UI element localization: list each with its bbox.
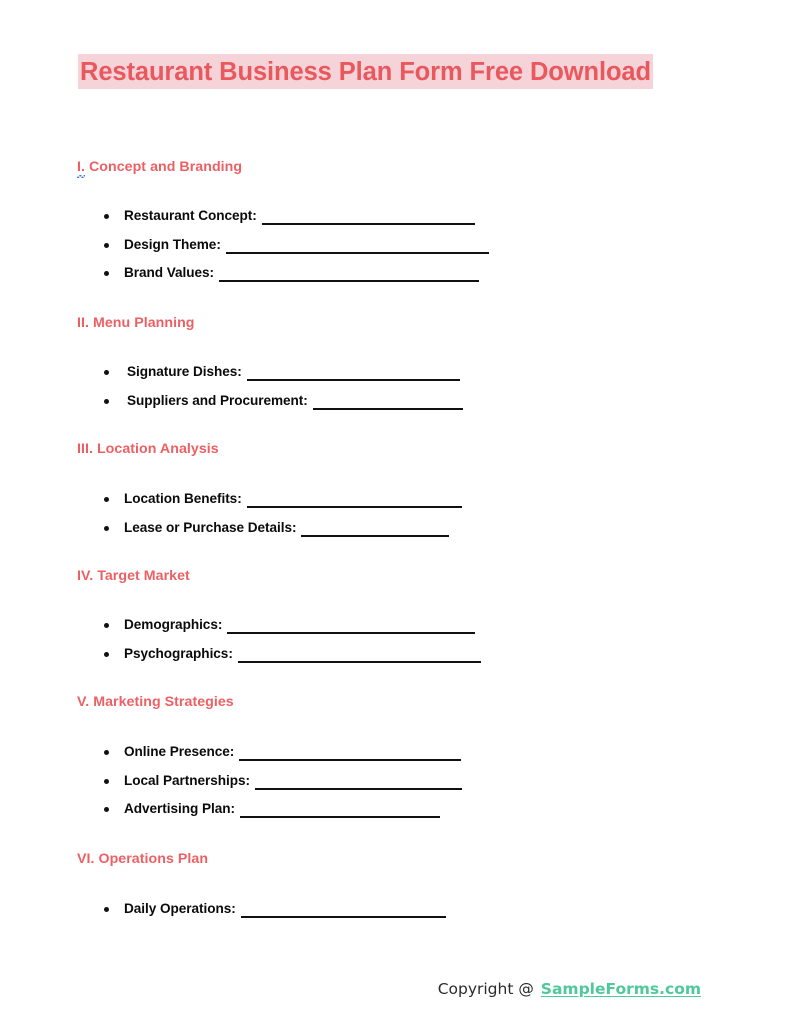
bullet-icon (104, 497, 109, 502)
field-label: Signature Dishes: (127, 364, 242, 379)
section-heading (77, 694, 234, 710)
form-field-row (104, 772, 462, 790)
form-field-row (104, 800, 440, 818)
field-label: Daily Operations: (124, 901, 236, 916)
fill-in-blank-line[interactable] (240, 803, 440, 818)
bullet-icon (104, 652, 109, 657)
fill-in-blank-line[interactable] (238, 648, 481, 663)
section-heading (77, 851, 208, 867)
section-heading-text: Location Analysis (92, 441, 219, 457)
footer (0, 980, 787, 998)
page-title-text: Restaurant Business Plan Form Free Download (78, 54, 653, 89)
section-heading-text: Target Market (93, 568, 190, 584)
section-numeral: IV. (77, 568, 94, 584)
fill-in-blank-line[interactable] (219, 267, 479, 282)
bullet-icon (104, 370, 109, 375)
form-field-row (104, 264, 479, 282)
sampleforms-link[interactable]: SampleForms.com (540, 980, 701, 998)
field-label: Online Presence: (124, 744, 235, 759)
form-field-row (104, 207, 475, 225)
bullet-icon (104, 243, 109, 248)
field-label: Location Benefits: (124, 491, 242, 506)
section-heading (77, 159, 242, 175)
field-label: Design Theme: (124, 236, 221, 252)
field-label: Brand Values: (124, 265, 215, 280)
fill-in-blank-line[interactable] (226, 239, 489, 254)
fill-in-blank-line[interactable] (262, 210, 475, 225)
section-heading-text: Marketing Strategies (89, 694, 234, 710)
form-field-row (104, 490, 462, 508)
form-field-row (104, 236, 489, 254)
field-label: Lease or Purchase Details: (124, 519, 297, 535)
page-title (78, 56, 747, 89)
fill-in-blank-line[interactable] (241, 903, 446, 918)
section-numeral: I. (77, 159, 85, 175)
section-heading-text: Menu Planning (88, 315, 195, 331)
section-numeral: III. (77, 441, 93, 457)
fill-in-blank-line[interactable] (301, 522, 449, 537)
fill-in-blank-line[interactable] (255, 775, 462, 790)
field-label: Suppliers and Procurement: (127, 392, 308, 408)
section-heading (77, 441, 219, 457)
field-label: Demographics: (124, 617, 223, 632)
section-heading (77, 315, 195, 331)
section-heading (77, 568, 190, 584)
fill-in-blank-line[interactable] (227, 619, 475, 634)
bullet-icon (104, 779, 109, 784)
field-label: Advertising Plan: (124, 801, 235, 816)
field-label: Psychographics: (124, 645, 233, 661)
bullet-icon (104, 907, 109, 912)
form-field-row (104, 645, 481, 663)
field-label: Restaurant Concept: (124, 208, 257, 223)
bullet-icon (104, 750, 109, 755)
section-heading-text: Operations Plan (94, 851, 209, 867)
section-numeral: II. (77, 315, 89, 331)
form-field-row (104, 616, 475, 634)
form-field-row (104, 743, 461, 761)
form-field-row (104, 363, 460, 381)
section-numeral: V. (77, 694, 90, 710)
form-field-row (104, 519, 449, 537)
fill-in-blank-line[interactable] (247, 493, 462, 508)
fill-in-blank-line[interactable] (239, 746, 461, 761)
fill-in-blank-line[interactable] (247, 366, 460, 381)
section-numeral: VI. (77, 851, 95, 867)
section-heading-text: Concept and Branding (84, 159, 243, 175)
bullet-icon (104, 214, 109, 219)
bullet-icon (104, 807, 109, 812)
bullet-icon (104, 623, 109, 628)
bullet-icon (104, 271, 109, 276)
bullet-icon (104, 399, 109, 404)
fill-in-blank-line[interactable] (313, 395, 463, 410)
bullet-icon (104, 526, 109, 531)
copyright-label: Copyright @ (437, 980, 534, 998)
form-field-row (104, 900, 446, 918)
field-label: Local Partnerships: (124, 772, 250, 788)
form-field-row (104, 392, 463, 410)
